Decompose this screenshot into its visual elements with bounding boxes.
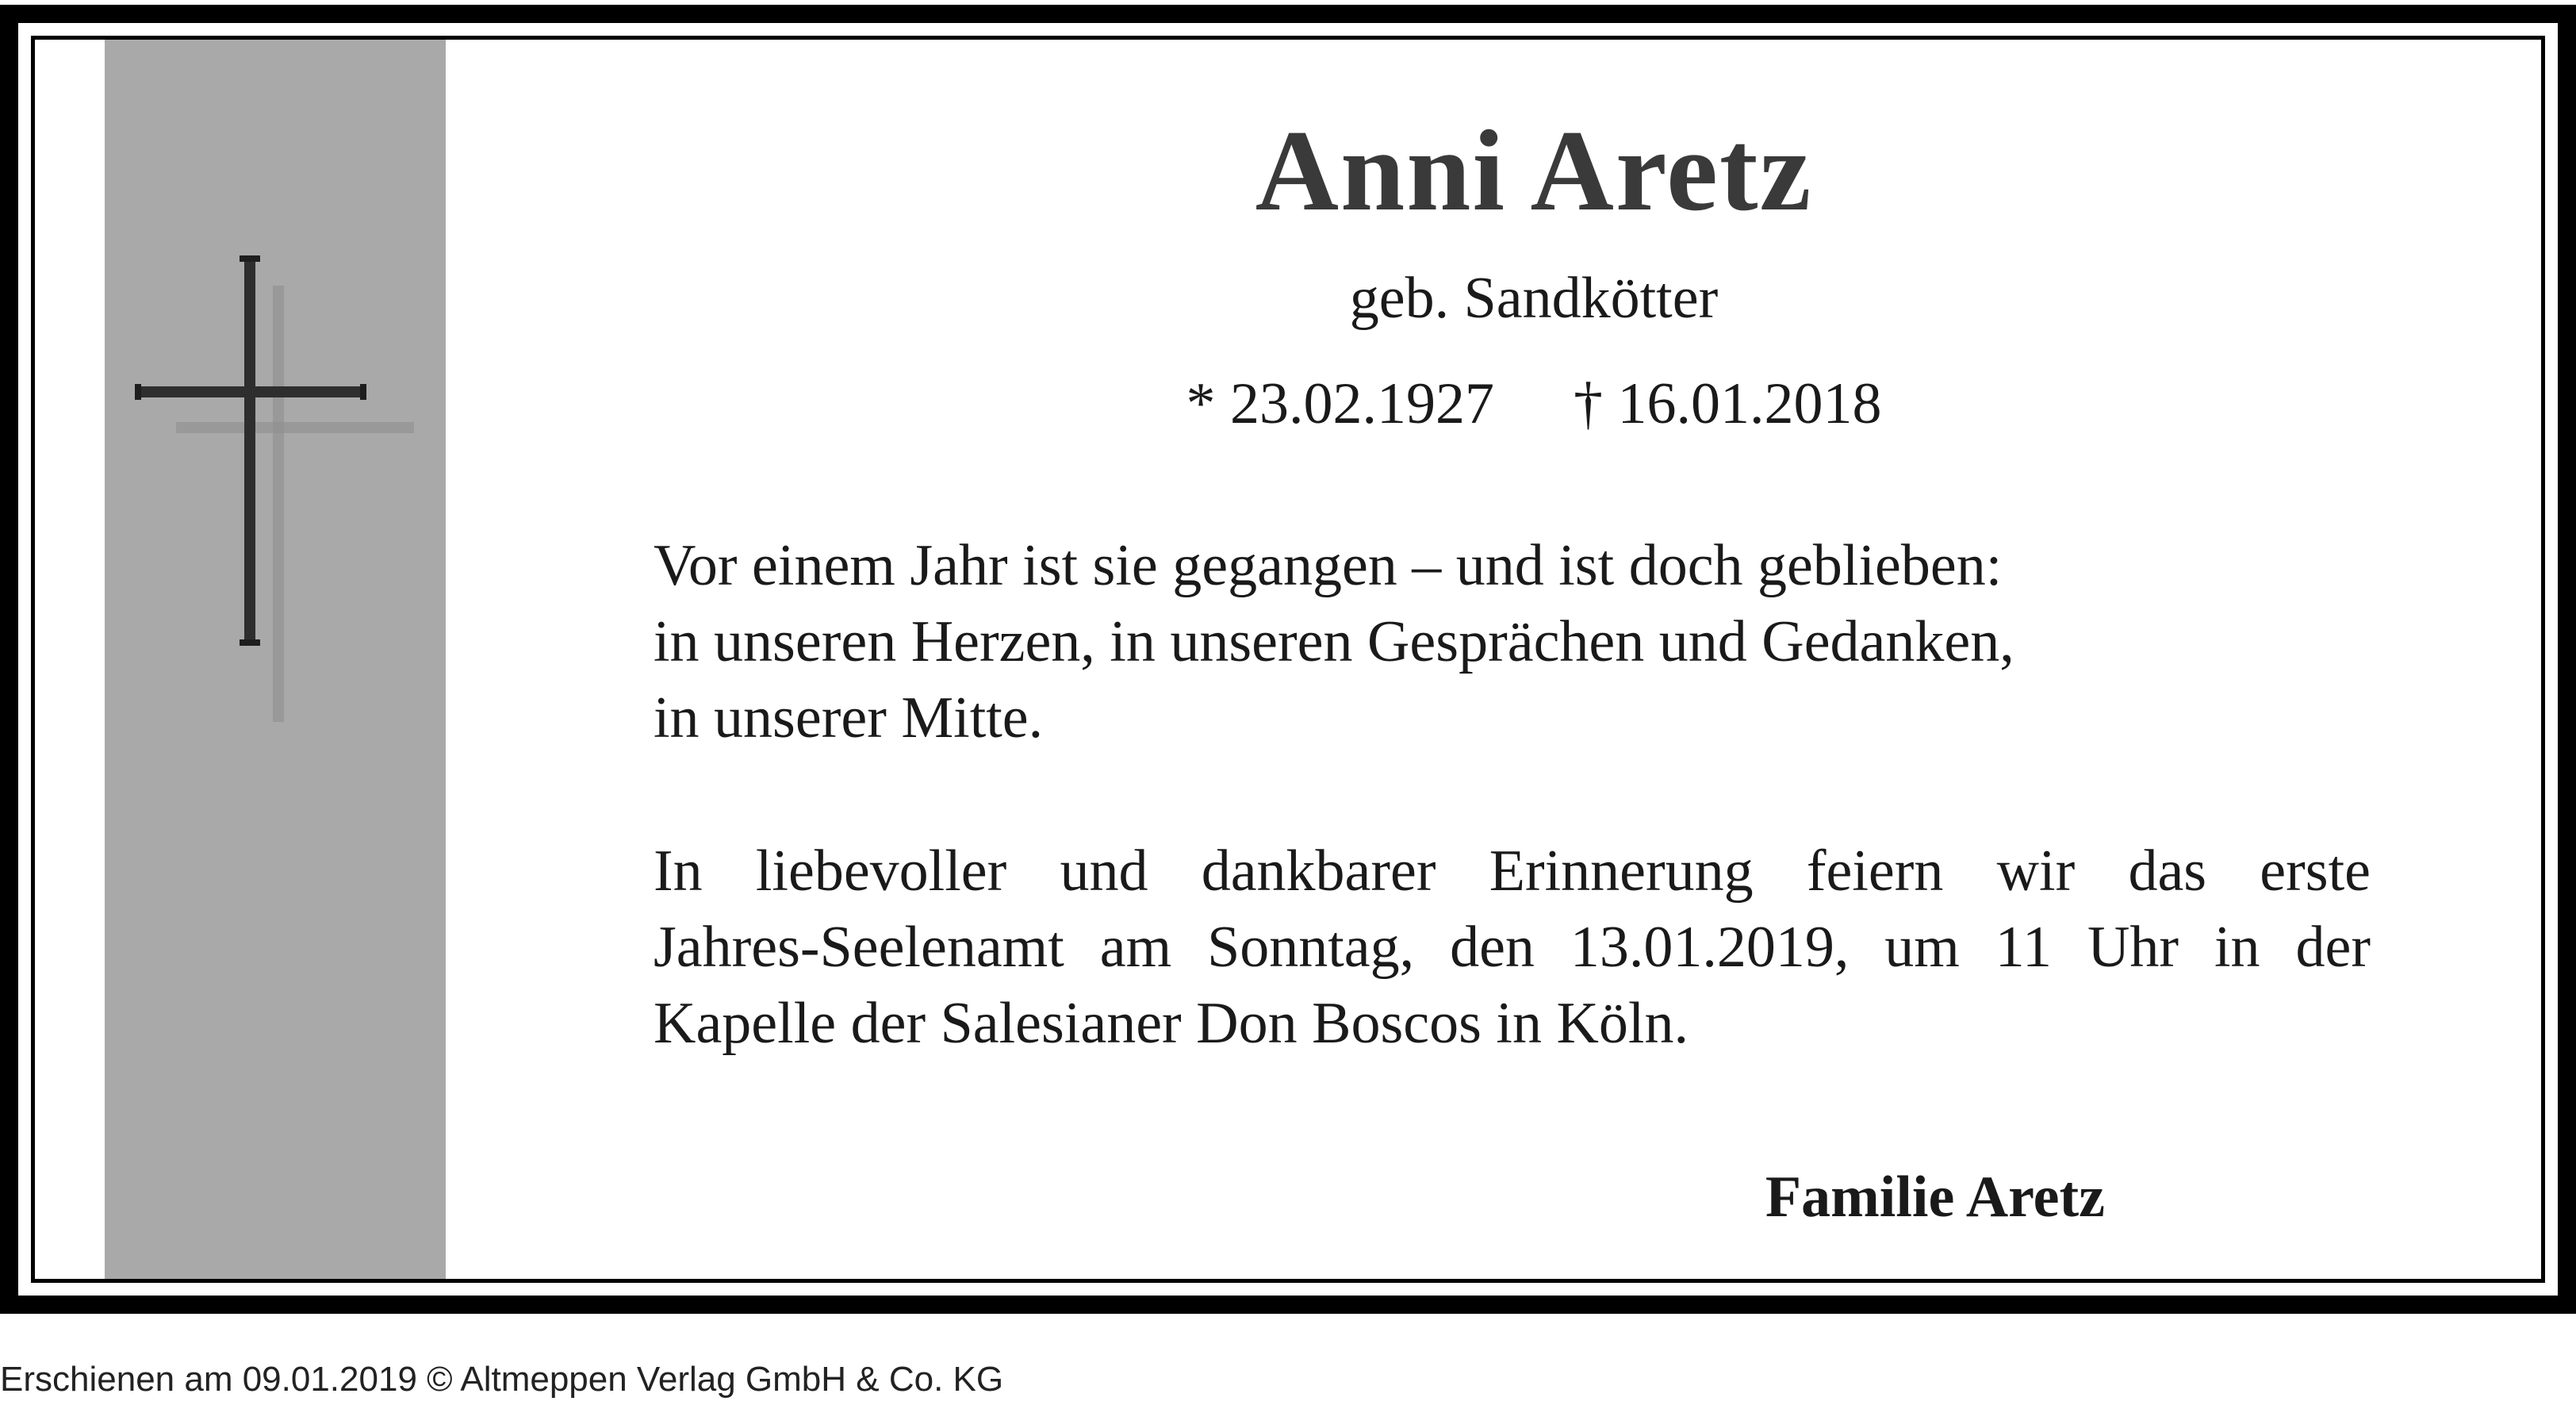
notice-body: [31, 36, 2545, 1283]
side-band: [105, 40, 446, 1279]
life-dates: [971, 369, 2097, 440]
poem-line: in unseren Herzen, in unseren Gesprächen und Gedanken,: [654, 609, 2014, 674]
mass-announcement: [654, 833, 2371, 1061]
death-date: † 16.01.2018: [1574, 371, 1882, 436]
cross-icon: [105, 40, 446, 754]
maiden-name: geb. Sandkötter: [1349, 266, 1719, 331]
poem-line: in unserer Mitte.: [654, 685, 1044, 750]
publication-credit: Erschienen am 09.01.2019 © Altmeppen Verlag GmbH & Co. KG: [0, 1360, 1004, 1399]
announcement-line: In liebevoller und dankbarer Erinnerung feiern wir das erste: [654, 839, 2371, 904]
memorial-poem: [654, 528, 2398, 756]
announcement-line: Jahres-Seelenamt am Sonntag, den 13.01.2019, um 11 Uhr in der: [654, 915, 2371, 980]
announcement-line: Kapelle der Salesianer Don Boscos in Köln.: [654, 991, 1689, 1056]
birth-date: * 23.02.1927: [1186, 371, 1494, 436]
notice-frame: [0, 5, 2576, 1314]
poem-line: Vor einem Jahr ist sie gegangen – und ist doch geblieben:: [654, 533, 2003, 598]
deceased-name: Anni Aretz: [1255, 106, 1813, 235]
family-signature: Familie Aretz: [1765, 1165, 2105, 1230]
